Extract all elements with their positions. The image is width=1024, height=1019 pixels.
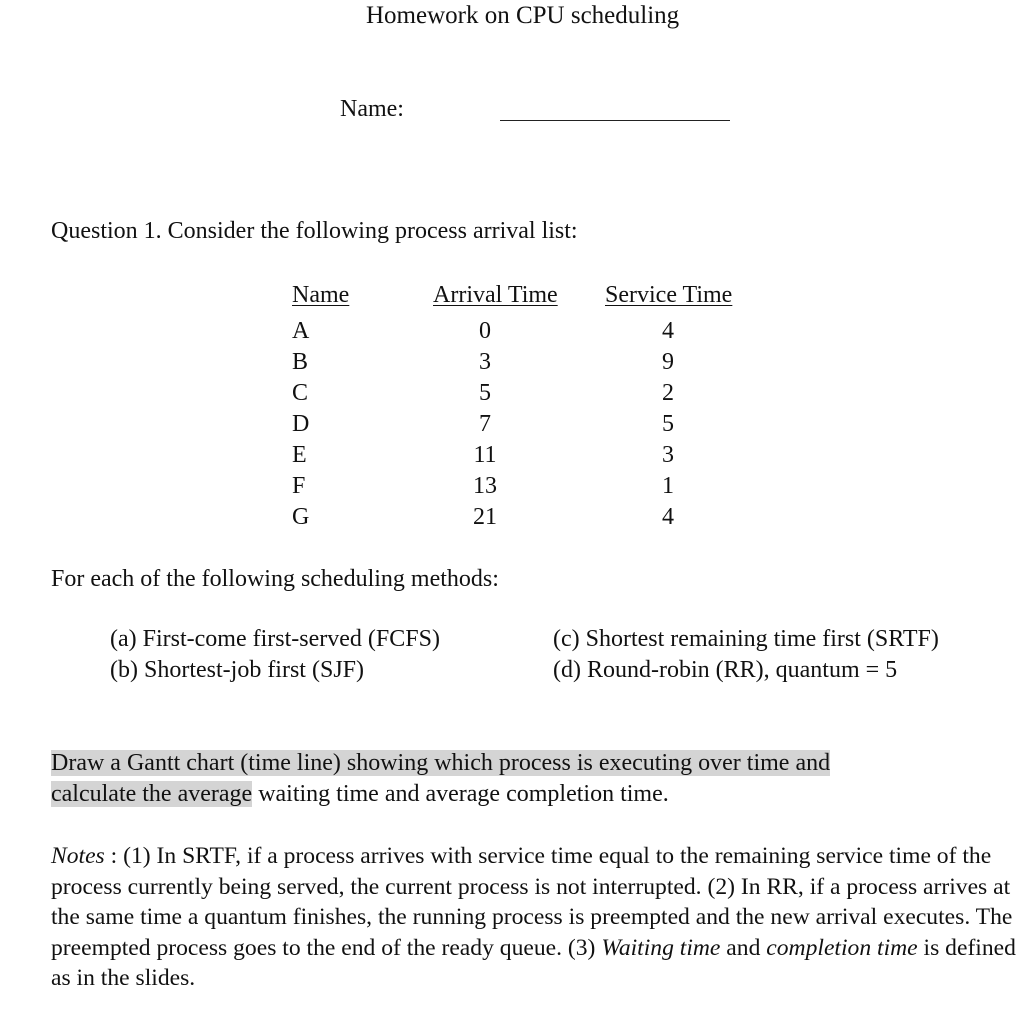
column-header-arrival-time: Arrival Time — [433, 282, 558, 308]
name-label: Name: — [340, 96, 404, 122]
table-cell-arrival: 3 — [479, 349, 491, 375]
table-cell-arrival: 13 — [473, 473, 497, 499]
term-waiting-time: Waiting time — [601, 934, 721, 961]
table-cell-name: C — [292, 380, 309, 406]
table-cell-name: F — [292, 473, 306, 499]
table-cell-name: E — [292, 442, 307, 468]
method-fcfs: (a) First-come first-served (FCFS) — [110, 626, 440, 652]
table-cell-name: B — [292, 349, 309, 375]
question-1-prompt: Question 1. Consider the following process arrival list: — [51, 218, 578, 244]
notes-paragraph — [51, 841, 1016, 994]
table-cell-service: 1 — [662, 473, 674, 499]
table-cell-arrival: 21 — [473, 504, 497, 530]
arrival-time-column — [455, 316, 515, 533]
table-cell-arrival: 5 — [479, 380, 491, 406]
column-header-name: Name — [292, 282, 350, 308]
methods-prompt: For each of the following scheduling methods: — [51, 566, 499, 592]
column-header-service-time: Service Time — [605, 282, 733, 308]
table-cell-service: 3 — [662, 442, 674, 468]
term-completion-time: completion time — [766, 934, 918, 961]
table-cell-service: 5 — [662, 411, 674, 437]
notes-text: and — [720, 934, 767, 961]
table-cell-service: 4 — [662, 504, 674, 530]
highlighted-text: Draw a Gantt chart (time line) showing which process is executing over time and — [51, 750, 831, 776]
name-blank-line — [500, 120, 730, 121]
method-sjf: (b) Shortest-job first (SJF) — [110, 657, 364, 683]
notes-text: is defined as in the slides. — [51, 934, 1016, 991]
name-column — [292, 316, 322, 533]
table-cell-service: 9 — [662, 349, 674, 375]
table-cell-arrival: 11 — [473, 442, 497, 468]
method-round-robin: (d) Round-robin (RR), quantum = 5 — [553, 657, 898, 683]
table-cell-name: A — [292, 318, 310, 344]
notes-label: Notes — [51, 843, 105, 869]
instruction-paragraph — [51, 748, 991, 810]
instruction-text: waiting time and average completion time. — [252, 781, 669, 807]
method-srtf: (c) Shortest remaining time first (SRTF) — [553, 626, 939, 652]
table-cell-arrival: 7 — [479, 411, 491, 437]
highlighted-text: calculate the average — [51, 781, 253, 807]
table-cell-service: 2 — [662, 380, 674, 406]
service-time-column — [648, 316, 688, 533]
notes-text: : (1) In SRTF, if a process arrives with service time equal to the remaining service time of the process currently being served, the current process is not interrupted. (2) In RR, if a process arrives at the same time a quantum finishes, the running process is preempted and the new arrival executes. The preempted process goes to the end of the ready queue. (3) — [51, 843, 1013, 961]
table-cell-name: D — [292, 411, 310, 437]
table-cell-arrival: 0 — [479, 318, 491, 344]
table-cell-service: 4 — [662, 318, 674, 344]
page-title: Homework on CPU scheduling — [366, 2, 680, 29]
table-cell-name: G — [292, 504, 310, 530]
